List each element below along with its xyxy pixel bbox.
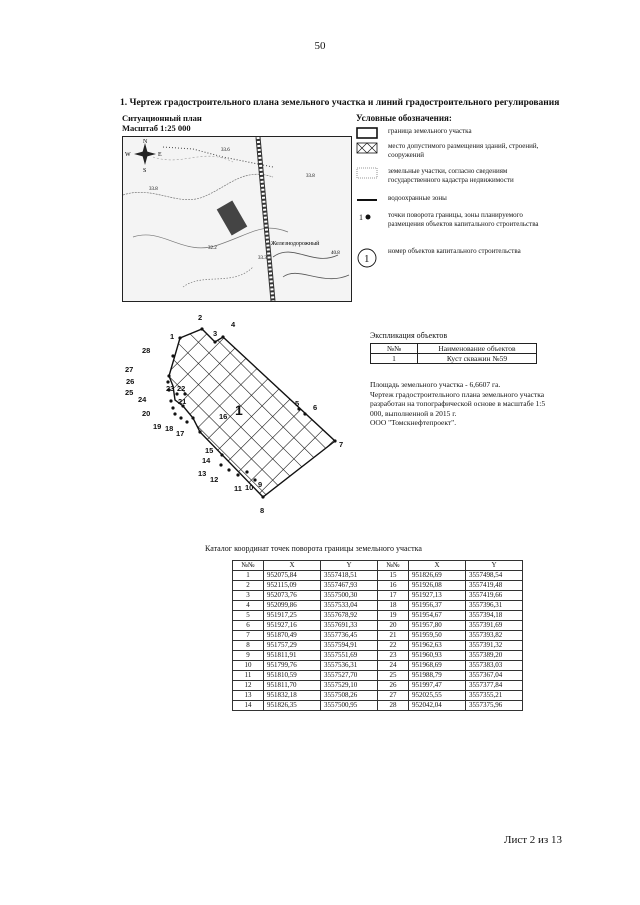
table-cell: 15 [378,571,409,581]
point-label: 10 [245,483,254,492]
point-label: 17 [176,429,185,438]
table-row [233,651,523,661]
turn-point-7 [333,439,336,442]
table-cell: 951917,25 [264,611,321,621]
table-row [233,661,523,671]
table-cell: 952042,04 [409,701,466,711]
table-row [233,601,523,611]
table-cell: 3557383,03 [466,661,523,671]
plot-on-map [217,201,248,236]
turn-point-24 [169,399,172,402]
point-label: 5 [295,399,300,408]
table-cell: 9 [233,651,264,661]
table-cell: 951956,37 [409,601,466,611]
table-row [233,701,523,711]
table-cell: 952115,09 [264,581,321,591]
svg-text:1: 1 [359,213,363,222]
table-cell: 951968,69 [409,661,466,671]
explication-table [370,343,537,364]
turn-point-20 [171,406,174,409]
dotted-area-icon [356,167,378,179]
table-cell: 25 [378,671,409,681]
catalog-title: Каталог координат точек поворота границы земельного участка [205,544,422,553]
table-cell: 3557418,51 [321,571,378,581]
legend-item: граница земельного участка [356,127,556,139]
point-label: 20 [142,409,151,418]
hatch-cross-icon [356,142,378,154]
coordinates-table-body [233,571,523,711]
company-note: ООО "Томскнефтепроект". [370,418,457,427]
turn-point-28 [171,354,174,357]
table-row [233,631,523,641]
table-header-row [371,344,537,354]
situation-heading [122,113,202,133]
table-cell: 3557533,04 [321,601,378,611]
point-label: 14 [202,456,211,465]
table-cell: 951957,80 [409,621,466,631]
plot-plan-drawing [125,310,360,525]
table-cell: 952075,84 [264,571,321,581]
table-cell: 20 [378,621,409,631]
plan-notes [370,380,560,428]
table-cell: 3557389,20 [466,651,523,661]
legend-item: место допустимого размещения зданий, строений, сооружений [356,142,556,168]
table-cell: 24 [378,661,409,671]
table-cell: 951811,70 [264,681,321,691]
table-cell: 17 [378,591,409,601]
point-label: 13 [198,469,207,478]
table-cell: 5 [233,611,264,621]
turn-point-9 [253,478,256,481]
map-label-elevation: 33.3 [258,256,267,261]
point-label: 15 [205,446,214,455]
table-row [233,621,523,631]
table-cell: 952025,55 [409,691,466,701]
boundary-icon [356,127,378,139]
table-row [233,671,523,681]
table-cell: 4 [233,601,264,611]
circle-number-icon [356,247,378,269]
table-cell: 3557393,82 [466,631,523,641]
table-cell: 951927,16 [264,621,321,631]
compass-s: S [143,168,147,174]
point-label: 9 [258,480,263,489]
plot-plan [125,310,360,525]
turn-point-6 [303,412,306,415]
table-cell: 3557419,66 [466,591,523,601]
turn-point-19 [173,412,176,415]
table-cell: 3557527,70 [321,671,378,681]
point-label: 11 [234,484,242,493]
table-cell: 21 [378,631,409,641]
table-cell: 3557594,91 [321,641,378,651]
table-row [233,641,523,651]
sheet-counter: Лист 2 из 13 [504,834,563,846]
turn-point-11 [236,473,239,476]
object-number-label: 1 [235,402,243,418]
point-label: 8 [260,506,265,515]
table-header: Y [466,561,523,571]
table-cell: 951832,18 [264,691,321,701]
legend-item: земельные участки, согласно сведениям государственного кадастра недвижимости [356,167,556,193]
point-label: 21 [178,397,187,406]
point-label: 6 [313,403,318,412]
turn-point-icon [356,211,378,223]
table-header: №№ [371,344,418,354]
table-cell: 951811,91 [264,651,321,661]
table-cell: 3557375,96 [466,701,523,711]
turn-point-1 [178,336,181,339]
situation-title: Ситуационный план [122,113,202,123]
table-cell: 10 [233,661,264,671]
table-cell: 3557500,30 [321,591,378,601]
table-header: Y [321,561,378,571]
turn-point-2 [200,327,203,330]
legend-title: Условные обозначения: [356,113,452,123]
compass-w: W [125,152,131,158]
table-cell: 951997,47 [409,681,466,691]
turn-point-13 [219,463,222,466]
point-label: 22 [177,384,186,393]
svg-text:1: 1 [364,253,370,265]
table-cell: 8 [233,641,264,651]
point-label: 26 [126,377,135,386]
table-cell: 951988,79 [409,671,466,681]
turn-point-10 [245,470,248,473]
railway-label: Железнодорожный [271,241,320,247]
compass-n: N [143,139,148,145]
table-cell: 13 [233,691,264,701]
turn-point-12 [227,468,230,471]
water-line-icon [356,194,378,206]
table-cell: 3557467,93 [321,581,378,591]
point-label: 18 [165,424,174,433]
table-cell: 3557736,45 [321,631,378,641]
table-header-row [233,561,523,571]
table-cell: 19 [378,611,409,621]
table-header: X [409,561,466,571]
table-cell: 951826,35 [264,701,321,711]
table-cell: 1 [371,354,418,364]
point-label: 19 [153,422,162,431]
table-cell: 23 [378,651,409,661]
turn-points [166,327,336,498]
point-label: 2 [198,313,203,322]
situation-scale: Масштаб 1:25 000 [122,123,191,133]
table-cell: 952073,76 [264,591,321,601]
table-cell: 3557396,31 [466,601,523,611]
turn-point-4 [221,335,224,338]
map-label-elevation: 33.6 [221,148,230,153]
point-label: 24 [138,395,147,404]
table-cell: 3557536,31 [321,661,378,671]
point-label: 16 [219,412,228,421]
table-cell: 951810,59 [264,671,321,681]
turn-point-18 [179,416,182,419]
table-cell: 951959,50 [409,631,466,641]
table-row [233,691,523,701]
legend-item: 1 номер объектов капитального строительства [356,247,556,271]
table-row [233,571,523,581]
map-label-elevation: 33.8 [306,174,315,179]
table-cell: 3557691,33 [321,621,378,631]
turn-point-14 [220,453,223,456]
map-label-elevation: 33.8 [149,187,158,192]
table-cell: 2 [233,581,264,591]
table-cell: 951960,93 [409,651,466,661]
table-cell: 3557500,95 [321,701,378,711]
table-cell: 11 [233,671,264,681]
table-cell: 3557394,18 [466,611,523,621]
point-label: 7 [339,440,344,449]
point-label: 28 [142,346,151,355]
turn-point-3 [213,340,216,343]
table-cell: 3557498,54 [466,571,523,581]
table-cell: 951962,63 [409,641,466,651]
turn-point-15 [198,430,201,433]
map-label-elevation: 32.2 [208,246,217,251]
point-label: 27 [125,365,134,374]
turn-point-8 [261,495,264,498]
turn-point-27 [167,374,170,377]
plot-boundary [169,329,335,497]
section-title: 1. Чертеж градостроительного плана земельного участка и линий градостроительного регулирования [120,98,560,108]
table-cell: 951826,69 [409,571,466,581]
situation-map [122,136,352,302]
table-header: №№ [378,561,409,571]
table-cell: 3557377,84 [466,681,523,691]
point-label: 1 [170,332,175,341]
table-cell: 16 [378,581,409,591]
table-cell: 27 [378,691,409,701]
table-cell: 3 [233,591,264,601]
page-number: 50 [314,40,326,52]
table-cell: 951757,29 [264,641,321,651]
table-cell: 12 [233,681,264,691]
table-cell: 1 [233,571,264,581]
table-cell: 951954,67 [409,611,466,621]
table-cell: 22 [378,641,409,651]
table-cell: 3557355,21 [466,691,523,701]
table-header: №№ [233,561,264,571]
basis-note: Чертеж градостроительного плана земельного участка разработан на топографической основе в масштабе 1:5 000, выполненной в 2015 г. [370,389,546,418]
point-label: 25 [125,388,134,397]
point-label: 12 [210,475,219,484]
table-cell: 951927,13 [409,591,466,601]
point-label: 3 [213,329,218,338]
table-cell: 3557551,69 [321,651,378,661]
explication-title: Экспликация объектов [370,331,448,340]
table-cell: 952099,86 [264,601,321,611]
table-cell: 6 [233,621,264,631]
table-cell: 951870,49 [264,631,321,641]
table-cell: 951926,08 [409,581,466,591]
railway-line [258,137,273,301]
table-cell: Куст скважин №59 [418,354,537,364]
point-label: 4 [231,320,236,329]
table-cell: 18 [378,601,409,611]
table-cell: 26 [378,681,409,691]
turn-point-17 [185,420,188,423]
table-cell: 3557391,32 [466,641,523,651]
table-row [233,591,523,601]
map-label-elevation: 40.8 [331,251,340,256]
table-cell: 951799,76 [264,661,321,671]
table-cell: 3557529,10 [321,681,378,691]
coordinates-table [232,560,523,711]
legend-item: 1 точки поворота границы, зоны планируемого размещения объектов капитального строительства [356,211,556,245]
table-header: Наименование объектов [418,344,537,354]
situation-map-drawing [123,137,351,301]
area-note: Площадь земельного участка - 6,6607 га. [370,380,501,389]
table-cell: 7 [233,631,264,641]
table-cell: 3557391,69 [466,621,523,631]
table-row [233,681,523,691]
table-cell: 3557508,26 [321,691,378,701]
table-row [233,611,523,621]
table-cell: 3557678,92 [321,611,378,621]
table-row [233,581,523,591]
compass-e: E [158,152,162,158]
table-cell: 3557367,04 [466,671,523,681]
legend-item: водоохранные зоны [356,194,556,206]
table-header: X [264,561,321,571]
table-row [371,354,537,364]
point-label: 23 [166,384,175,393]
compass-rose-icon [125,139,162,174]
table-cell: 28 [378,701,409,711]
turn-point-16 [191,416,194,419]
table-cell: 14 [233,701,264,711]
table-cell: 3557419,48 [466,581,523,591]
